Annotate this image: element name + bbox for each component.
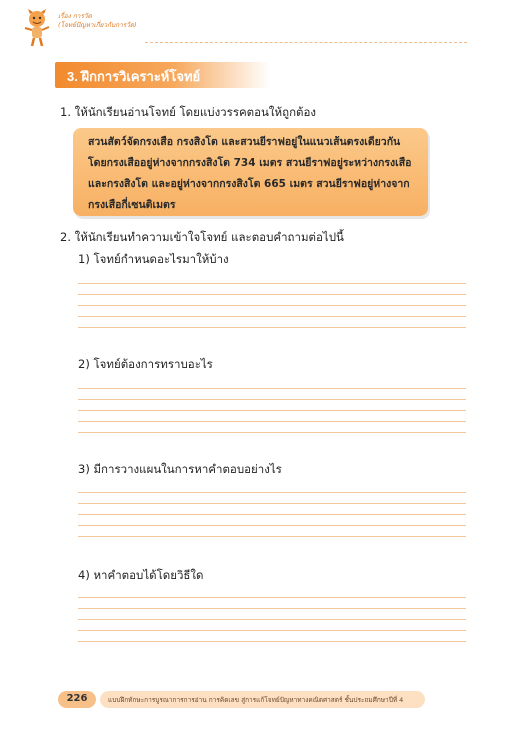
header-topic-block bbox=[58, 12, 137, 30]
question-2: 2) โจทย์ต้องการทราบอะไร bbox=[78, 357, 213, 371]
item1-instruction: 1. ให้นักเรียนอ่านโจทย์ โดยแบ่งวรรคตอนให้ถูกต้อง bbox=[60, 105, 317, 119]
answer-area-4[interactable] bbox=[78, 597, 466, 652]
story-line-4: กรงเสือกี่เซนติเมตร bbox=[88, 199, 176, 211]
page-number-tab bbox=[58, 691, 96, 708]
story-box bbox=[73, 128, 428, 216]
story-line-1: สวนสัตว์จัดกรงเสือ กรงสิงโต และสวนยีราฟอยู่ในแนวเส้นตรงเดียวกัน bbox=[88, 136, 401, 148]
mascot-illustration bbox=[22, 8, 52, 48]
book-title: แบบฝึกทักษะการบูรณาการการอ่าน การคิดเลข สู่การแก้โจทย์ปัญหาทางคณิตศาสตร์ ชั้นประถมศึกษาปีที่ 4 bbox=[108, 696, 404, 704]
answer-area-1[interactable] bbox=[78, 283, 466, 338]
header-topic: เรื่อง การวัด bbox=[58, 12, 92, 20]
answer-area-3[interactable] bbox=[78, 492, 466, 547]
question-4: 4) หาคำตอบได้โดยวิธีใด bbox=[78, 568, 204, 582]
question-1: 1) โจทย์กำหนดอะไรมาให้บ้าง bbox=[78, 252, 229, 266]
footer-bar bbox=[100, 691, 425, 708]
header-subtopic: (โจทย์ปัญหาเกี่ยวกับการวัด) bbox=[58, 21, 137, 29]
section-banner bbox=[55, 62, 270, 88]
header-divider bbox=[145, 42, 467, 43]
item2-instruction: 2. ให้นักเรียนทำความเข้าใจโจทย์ และตอบคำถามต่อไปนี้ bbox=[60, 230, 344, 244]
story-line-2: โดยกรงเสืออยู่ห่างจากกรงสิงโต 734 เมตร สวนยีราฟอยู่ระหว่างกรงเสือ bbox=[88, 157, 412, 169]
section-title: 3. ฝึกการวิเคราะห์โจทย์ bbox=[67, 69, 201, 84]
question-3: 3) มีการวางแผนในการหาคำตอบอย่างไร bbox=[78, 462, 282, 476]
answer-area-2[interactable] bbox=[78, 388, 466, 443]
story-line-3: และกรงสิงโต และอยู่ห่างจากกรงสิงโต 665 เมตร สวนยีราฟอยู่ห่างจาก bbox=[88, 178, 410, 190]
page-number: 226 bbox=[66, 693, 88, 704]
